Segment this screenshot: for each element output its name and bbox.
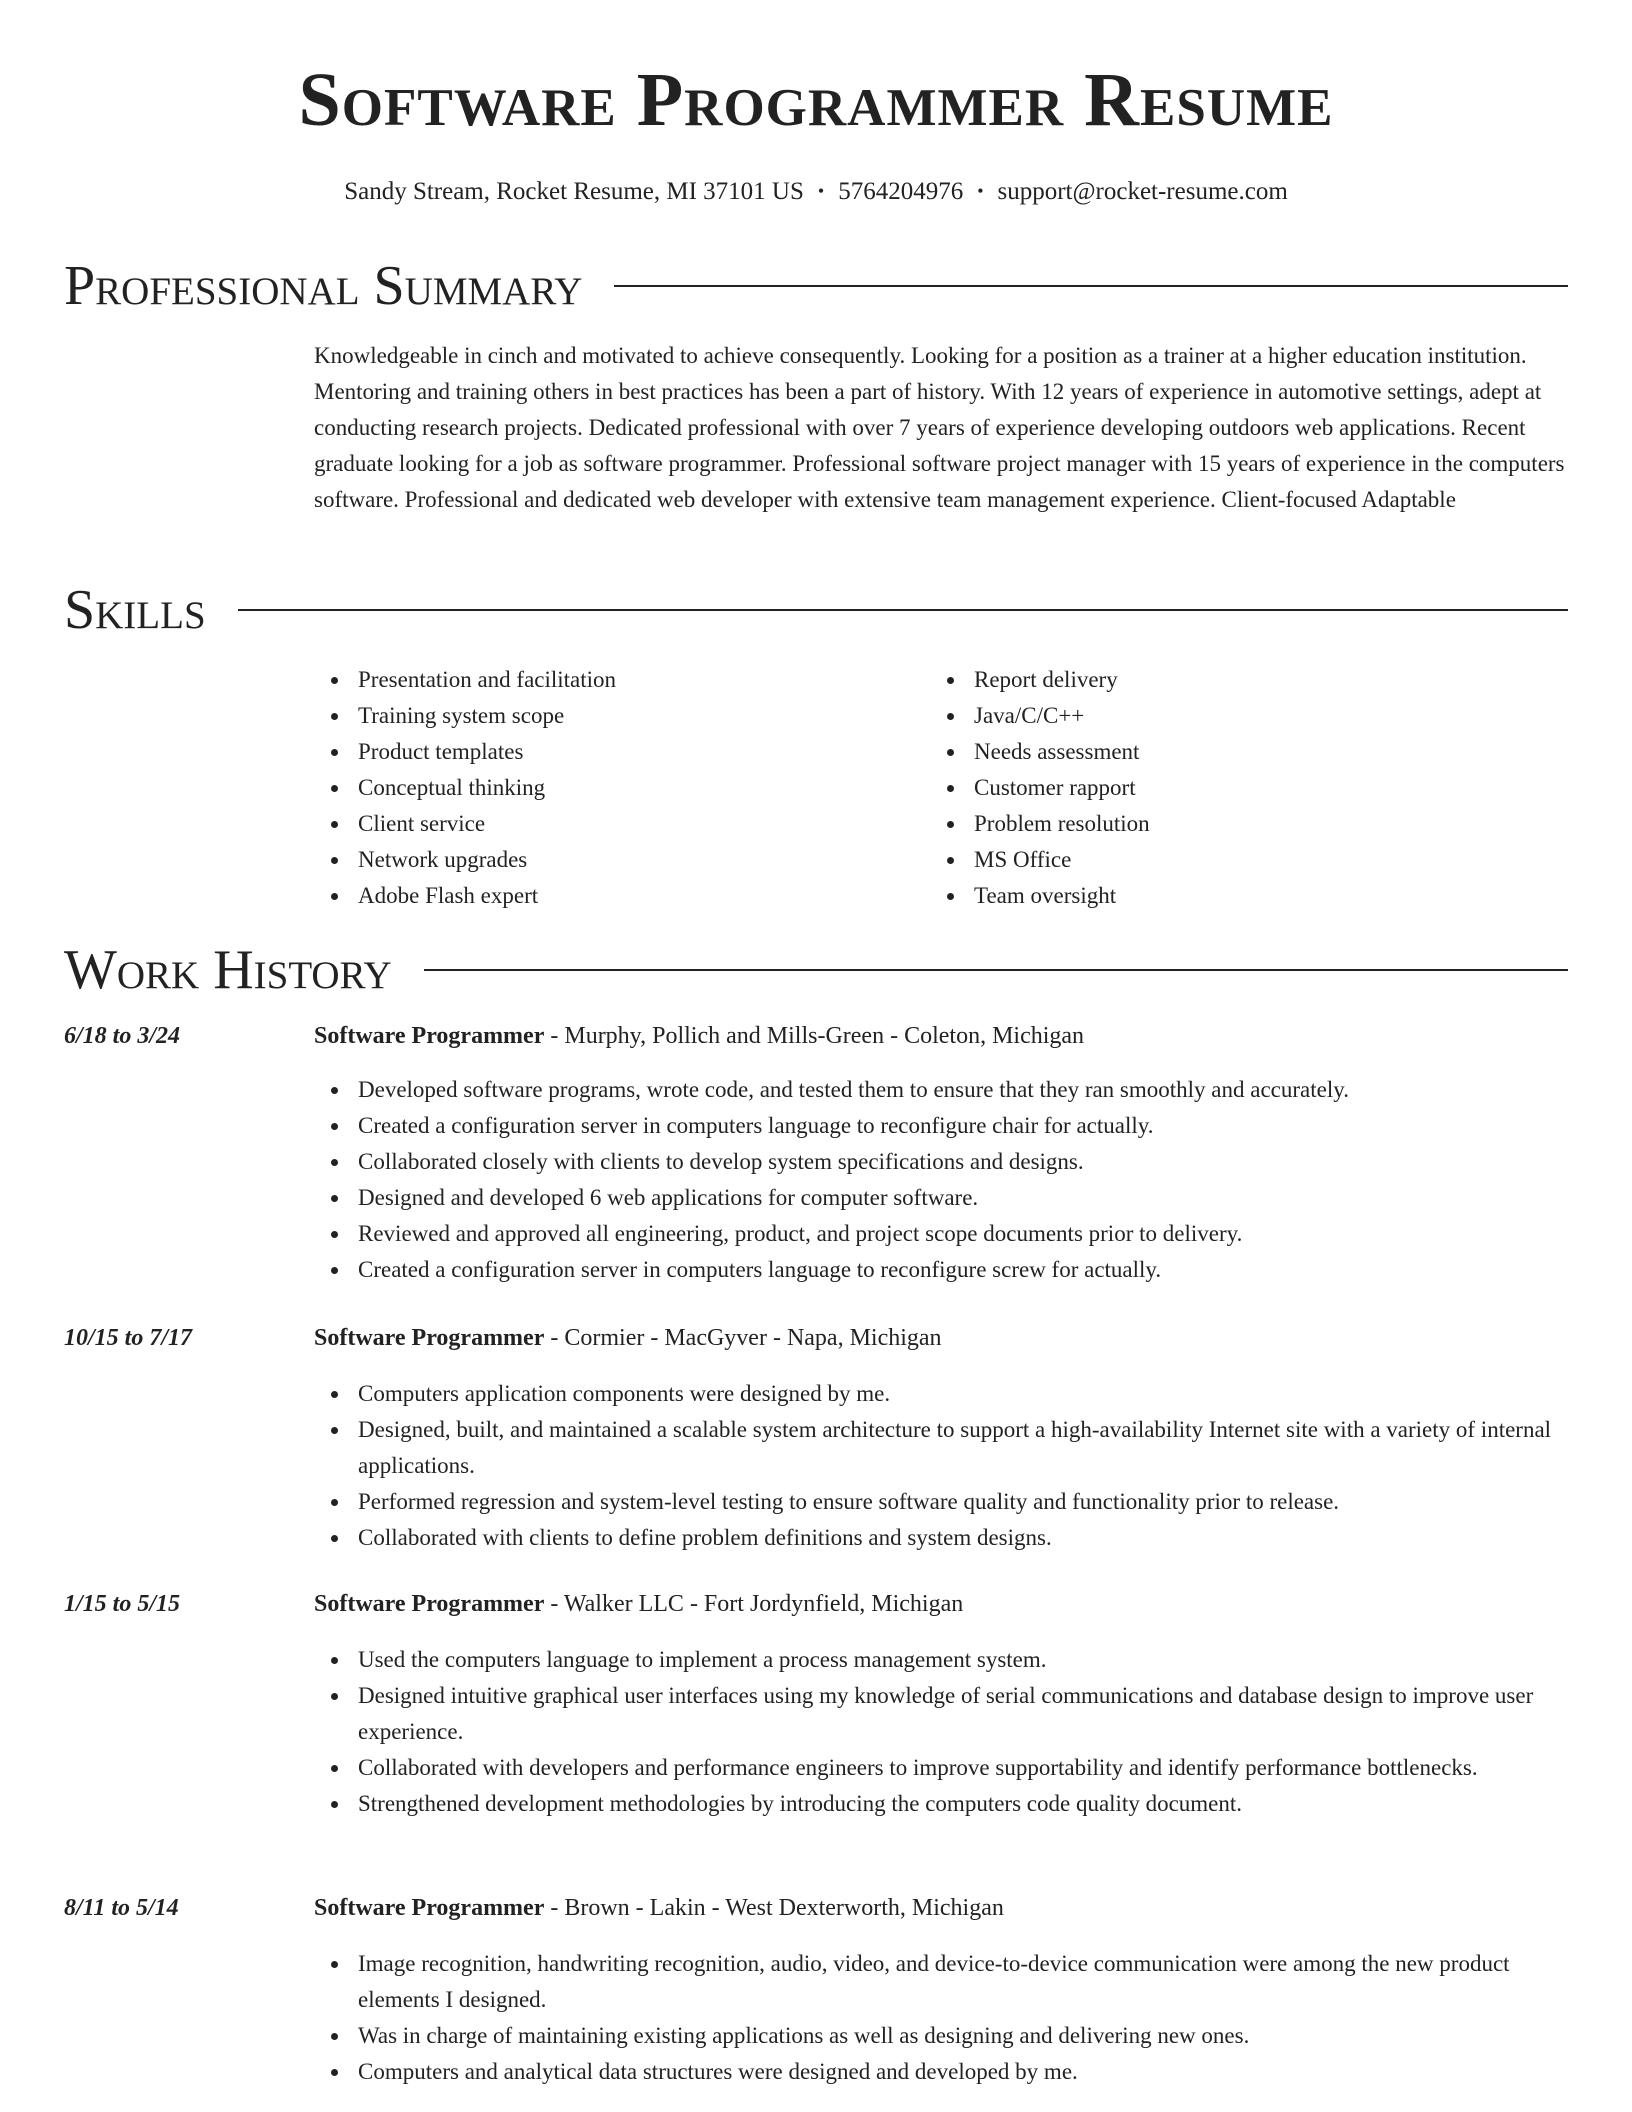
skill-item: Client service xyxy=(314,806,930,842)
job-company: - Cormier - MacGyver - Napa, Michigan xyxy=(544,1325,942,1351)
job-dates: 8/11 to 5/14 xyxy=(64,1895,179,1921)
skills-heading: Skills xyxy=(64,579,206,641)
job-title: Software Programmer xyxy=(314,1325,545,1351)
skill-item: Report delivery xyxy=(930,662,1546,698)
skill-item: Problem resolution xyxy=(930,806,1546,842)
duty-item: Collaborated closely with clients to develop system specifications and designs. xyxy=(314,1144,1568,1180)
contact-address: Sandy Stream, Rocket Resume, MI 37101 US xyxy=(344,178,804,205)
job-company: - Walker LLC - Fort Jordynfield, Michigan xyxy=(544,1591,964,1617)
summary-section-header xyxy=(64,255,1568,317)
job-title: Software Programmer xyxy=(314,1895,545,1921)
job-duties xyxy=(314,1376,1568,1556)
job-headline xyxy=(314,1588,963,1620)
skill-item: Training system scope xyxy=(314,698,930,734)
work-heading: Work History xyxy=(64,939,392,1001)
duty-item: Created a configuration server in computers language to reconfigure screw for actually. xyxy=(314,1252,1568,1288)
duty-item: Image recognition, handwriting recognition, audio, video, and device-to-device communication were among the new product elements I designed. xyxy=(314,1946,1568,2018)
skill-item: Product templates xyxy=(314,734,930,770)
job-company: - Brown - Lakin - West Dexterworth, Michigan xyxy=(544,1895,1004,1921)
skill-item: MS Office xyxy=(930,842,1546,878)
section-divider xyxy=(614,285,1568,287)
skills-section-header xyxy=(64,579,1568,641)
job-headline xyxy=(314,1020,1084,1052)
skills-column-right xyxy=(930,662,1546,914)
contact-line xyxy=(0,176,1632,207)
summary-heading: Professional Summary xyxy=(64,255,583,317)
skills-list xyxy=(314,662,1568,914)
duty-item: Collaborated with clients to define problem definitions and system designs. xyxy=(314,1520,1568,1556)
job-dates: 1/15 to 5/15 xyxy=(64,1591,181,1617)
duty-item: Reviewed and approved all engineering, product, and project scope documents prior to delivery. xyxy=(314,1216,1568,1252)
summary-text: Knowledgeable in cinch and motivated to achieve consequently. Looking for a position as a trainer at a higher education institution. Mentoring and training others in best practices has been a part of history. With 12 years of experience in automotive settings, adept at conducting research projects. Dedicated professional with over 7 years of experience developing outdoors web applications. Recent graduate looking for a job as software programmer. Professional software project manager with 15 years of experience in the computers software. Professional and dedicated web developer with extensive team management experience. Client-focused Adaptable xyxy=(314,343,1565,512)
contact-phone: 5764204976 xyxy=(838,178,964,205)
bullet-separator: • xyxy=(817,181,825,201)
duty-item: Computers application components were designed by me. xyxy=(314,1376,1568,1412)
duty-item: Designed and developed 6 web applications for computer software. xyxy=(314,1180,1568,1216)
duty-item: Developed software programs, wrote code, and tested them to ensure that they ran smoothly and accurately. xyxy=(314,1072,1568,1108)
job-duties xyxy=(314,1946,1568,2090)
duty-item: Used the computers language to implement a process management system. xyxy=(314,1642,1568,1678)
duty-item: Computers and analytical data structures were designed and developed by me. xyxy=(314,2054,1568,2090)
skill-item: Java/C/C++ xyxy=(930,698,1546,734)
skill-item: Needs assessment xyxy=(930,734,1546,770)
job-duties xyxy=(314,1642,1568,1822)
contact-email: support@rocket-resume.com xyxy=(997,178,1288,205)
skill-item: Conceptual thinking xyxy=(314,770,930,806)
skill-item: Team oversight xyxy=(930,878,1546,914)
bullet-separator: • xyxy=(977,181,984,201)
skills-column-left xyxy=(314,662,930,914)
job-duties xyxy=(314,1072,1568,1288)
section-divider xyxy=(238,609,1568,611)
job-title: Software Programmer xyxy=(314,1591,545,1617)
skill-item: Network upgrades xyxy=(314,842,930,878)
duty-item: Designed intuitive graphical user interfaces using my knowledge of serial communications and database design to improve user experience. xyxy=(314,1678,1568,1750)
section-divider xyxy=(424,969,1568,971)
skill-item: Adobe Flash expert xyxy=(314,878,930,914)
duty-item: Designed, built, and maintained a scalable system architecture to support a high-availability Internet site with a variety of internal applications. xyxy=(314,1412,1568,1484)
duty-item: Was in charge of maintaining existing applications as well as designing and delivering new ones. xyxy=(314,2018,1568,2054)
work-section-header xyxy=(64,939,1568,1001)
job-dates: 6/18 to 3/24 xyxy=(64,1023,181,1049)
job-title: Software Programmer xyxy=(314,1023,545,1049)
duty-item: Strengthened development methodologies by introducing the computers code quality document. xyxy=(314,1786,1568,1822)
job-headline xyxy=(314,1892,1004,1924)
duty-item: Collaborated with developers and performance engineers to improve supportability and identify performance bottlenecks. xyxy=(314,1750,1568,1786)
skill-item: Customer rapport xyxy=(930,770,1546,806)
job-headline xyxy=(314,1322,942,1354)
job-dates: 10/15 to 7/17 xyxy=(64,1325,193,1351)
skill-item: Presentation and facilitation xyxy=(314,662,930,698)
duty-item: Created a configuration server in computers language to reconfigure chair for actually. xyxy=(314,1108,1568,1144)
duty-item: Performed regression and system-level testing to ensure software quality and functionality prior to release. xyxy=(314,1484,1568,1520)
resume-title: Software Programmer Resume xyxy=(298,58,1334,142)
job-company: - Murphy, Pollich and Mills-Green - Coleton, Michigan xyxy=(544,1023,1085,1049)
